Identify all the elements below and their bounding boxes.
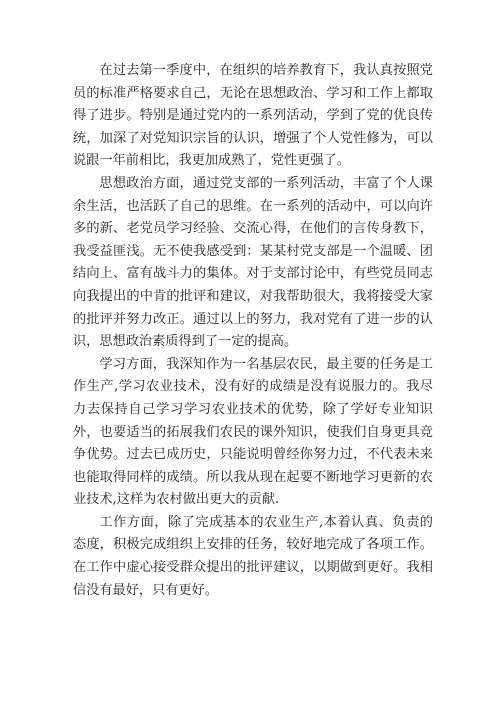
paragraph-work: 工作方面，除了完成基本的农业生产,本着认真、负责的态度，积极完成组织上安排的任务，较好地完成了各项工作。在工作中虚心接受群众提出的批评建议，以期做到更好。我相信没有最好，只有更好。 — [73, 514, 433, 598]
paragraph-political-thought: 思想政治方面，通过党支部的一系列活动，丰富了个人课余生活，也活跃了自己的思维。在一系列的活动中，可以向许多的新、老党员学习经验、交流心得，在他们的言传身教下，我受益匪浅。无不使我感受到：某某村党支部是一个温暖、团结向上、富有战斗力的集体。对于支部讨论中，有些党员同志向我提出的中肯的批评和建议，对我帮助很大，我将接受大家的批评并努力改正。通过以上的努力，我对党有了进一步的认识，思想政治素质得到了一定的提高。 — [73, 175, 433, 350]
paragraph-first-quarter: 在过去第一季度中，在组织的培养教育下，我认真按照党员的标准严格要求自己，无论在思想政治、学习和工作上都取得了进步。特别是通过党内的一系列活动，学到了党的优良传统，加深了对党知识宗旨的认识，增强了个人党性修为，可以说跟一年前相比，我更加成熟了，党性更强了。 — [73, 63, 433, 169]
document-body — [73, 60, 433, 602]
paragraph-study: 学习方面，我深知作为一名基层农民，最主要的任务是工作生产,学习农业技术，没有好的成绩是没有说服力的。我尽力去保持自己学习学习农业技术的优势，除了学好专业知识外，也要适当的拓展我们农民的课外知识，使我们自身更具竞争优势。过去已成历史，只能说明曾经你努力过，不代表未来也能取得同样的成绩。所以我从现在起要不断地学习更新的农业技术,这样为农村做出更大的贡献. — [73, 356, 433, 508]
